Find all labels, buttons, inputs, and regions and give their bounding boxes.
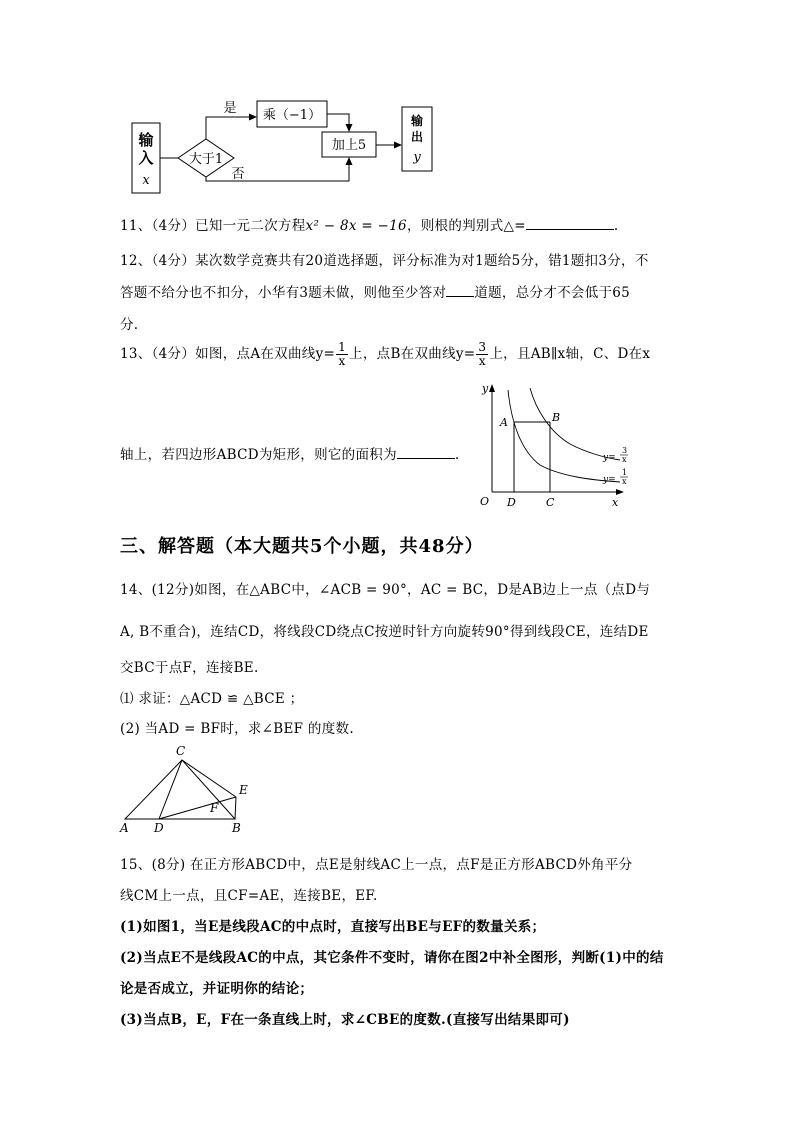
q13-x-arrow bbox=[616, 489, 624, 495]
q14-point-D: D bbox=[154, 821, 164, 835]
q12-answer-blank[interactable] bbox=[446, 296, 474, 297]
flowchart-decision-label: 大于1 bbox=[188, 152, 224, 167]
q11-suffix: ，则根的判别式△= bbox=[406, 218, 526, 234]
question-15-line1: 15、(8分) 在正方形ABCD中，点E是射线AC上一点，点F是正方形ABCD外角平分 bbox=[120, 857, 633, 873]
q14-segment-BE bbox=[235, 797, 236, 819]
arrowhead-no bbox=[346, 157, 353, 165]
question-13-line2 bbox=[120, 443, 459, 463]
q13-part3: 上，且AB∥x轴，C、D在x bbox=[489, 346, 651, 362]
flowchart-input-var: x bbox=[142, 173, 150, 188]
arrowhead-multiply bbox=[346, 124, 353, 132]
q13-part2: 上，点B在双曲线y= bbox=[349, 346, 476, 362]
q14-point-F: F bbox=[210, 801, 219, 815]
q14-segment-CD bbox=[159, 760, 182, 819]
q13-point-A: A bbox=[500, 416, 508, 429]
q13-y-label: y bbox=[482, 382, 489, 395]
flowchart-output-var: y bbox=[413, 150, 421, 165]
q13-line2: 轴上，若四边形ABCD为矩形，则它的面积为 bbox=[120, 447, 397, 463]
flowchart-input-char2: 入 bbox=[138, 149, 154, 167]
q13-curve-3-over-x bbox=[530, 388, 620, 460]
arrowhead-output bbox=[394, 142, 402, 149]
q11-equation: x² − 8x = −16 bbox=[305, 218, 407, 234]
q13-fraction-1-over-x bbox=[336, 341, 348, 368]
q13-curve1-num: 1 bbox=[622, 468, 628, 477]
question-15-part2-line1: (2)当点E不是线段AC的中点，其它条件不变时，请你在图2中补全图形，判断(1)中的结 bbox=[120, 950, 664, 966]
arrow-yes bbox=[206, 117, 250, 139]
question-13-line1 bbox=[120, 341, 650, 368]
q14-triangle-figure bbox=[115, 742, 260, 837]
flowchart-input-char1: 输 bbox=[138, 131, 154, 149]
q13-curve3-label: y= bbox=[603, 453, 616, 463]
q13-curve1-label: y= bbox=[603, 475, 616, 485]
flowchart-output-char2: 出 bbox=[410, 130, 424, 144]
q14-point-B: B bbox=[232, 821, 241, 835]
q13-part1: 13、（4分）如图，点A在双曲线y= bbox=[120, 346, 336, 362]
q13-point-C: C bbox=[546, 496, 555, 509]
question-14-line1: 14、(12分)如图，在△ABC中，∠ACB = 90°，AC = BC，D是AB边上一点（点D与 bbox=[120, 582, 651, 598]
question-14-line3: 交BC于点F，连接BE. bbox=[120, 660, 259, 676]
q14-point-C: C bbox=[176, 744, 186, 758]
flowchart-output-char1: 输 bbox=[410, 114, 424, 128]
q13-curve-1-over-x bbox=[508, 390, 620, 482]
q13-frac1-num: 1 bbox=[338, 340, 347, 354]
q11-end: . bbox=[613, 218, 619, 234]
q13-y-arrow bbox=[489, 384, 495, 392]
question-15-part2-line2: 论是否成立，并证明你的结论； bbox=[120, 981, 314, 997]
arrow-no bbox=[206, 163, 349, 181]
question-14-line2: A, B不重合)，连结CD，将线段CD绕点C按逆时针方向旋转90°得到线段CE，连结DE bbox=[120, 624, 649, 640]
q11-prefix: 11、（4分）已知一元二次方程 bbox=[120, 218, 306, 234]
q12-line2-b: 道题，总分才不会低于65 bbox=[474, 285, 631, 301]
q13-frac1-den: x bbox=[338, 354, 346, 368]
question-15-part1: (1)如图1，当E是线段AC的中点时，直接写出BE与EF的数量关系； bbox=[120, 919, 546, 935]
q13-answer-blank[interactable] bbox=[397, 458, 455, 459]
flowchart-add-label: 加上5 bbox=[331, 138, 367, 153]
q13-frac2-num: 3 bbox=[478, 340, 487, 354]
q13-point-B: B bbox=[552, 411, 561, 424]
q13-point-D: D bbox=[507, 496, 516, 509]
q13-end: . bbox=[454, 447, 460, 463]
q12-line2-a: 答题不给分也不扣分，小华有3题未做，则他至少答对 bbox=[120, 285, 447, 301]
question-14-part2: (2) 当AD = BF时，求∠BEF 的度数. bbox=[120, 721, 354, 737]
question-14-part1: ⑴ 求证：△ACD ≌ △BCE ； bbox=[120, 691, 304, 707]
section-3-heading: 三、解答题（本大题共5个小题，共48分） bbox=[120, 536, 484, 557]
q14-point-E: E bbox=[239, 783, 248, 797]
flowchart-yes-label: 是 bbox=[223, 101, 237, 116]
q14-point-A: A bbox=[120, 821, 129, 835]
question-15-line2: 线CM上一点，且CF=AE，连接BE，EF. bbox=[120, 888, 378, 904]
q11-answer-blank[interactable] bbox=[526, 229, 614, 230]
q13-curve3-den: x bbox=[622, 455, 627, 464]
q14-triangle-ABC bbox=[125, 760, 235, 819]
flowchart-no-label: 否 bbox=[231, 167, 245, 182]
question-15-part3: (3)当点B，E，F在一条直线上时，求∠CBE的度数.(直接写出结果即可) bbox=[120, 1012, 570, 1028]
q13-frac2-den: x bbox=[478, 354, 486, 368]
q13-curve1-den: x bbox=[622, 477, 627, 486]
question-11 bbox=[120, 214, 618, 234]
q14-segment-CE bbox=[182, 760, 236, 797]
arrowhead-yes bbox=[249, 114, 257, 121]
question-12-line1: 12、（4分）某次数学竞赛共有20道选择题，评分标准为对1题给5分，错1题扣3分，不 bbox=[120, 253, 649, 269]
question-12-line2 bbox=[120, 281, 630, 301]
q13-curve3-num: 3 bbox=[622, 446, 628, 455]
q13-hyperbola-graph bbox=[470, 380, 630, 515]
q13-fraction-3-over-x bbox=[476, 341, 488, 368]
question-12-line3: 分. bbox=[120, 317, 139, 333]
flowchart bbox=[120, 95, 450, 200]
flowchart-multiply-label: 乘（−1） bbox=[262, 108, 322, 123]
q13-origin-label: O bbox=[480, 495, 490, 508]
q13-x-label: x bbox=[612, 496, 619, 509]
